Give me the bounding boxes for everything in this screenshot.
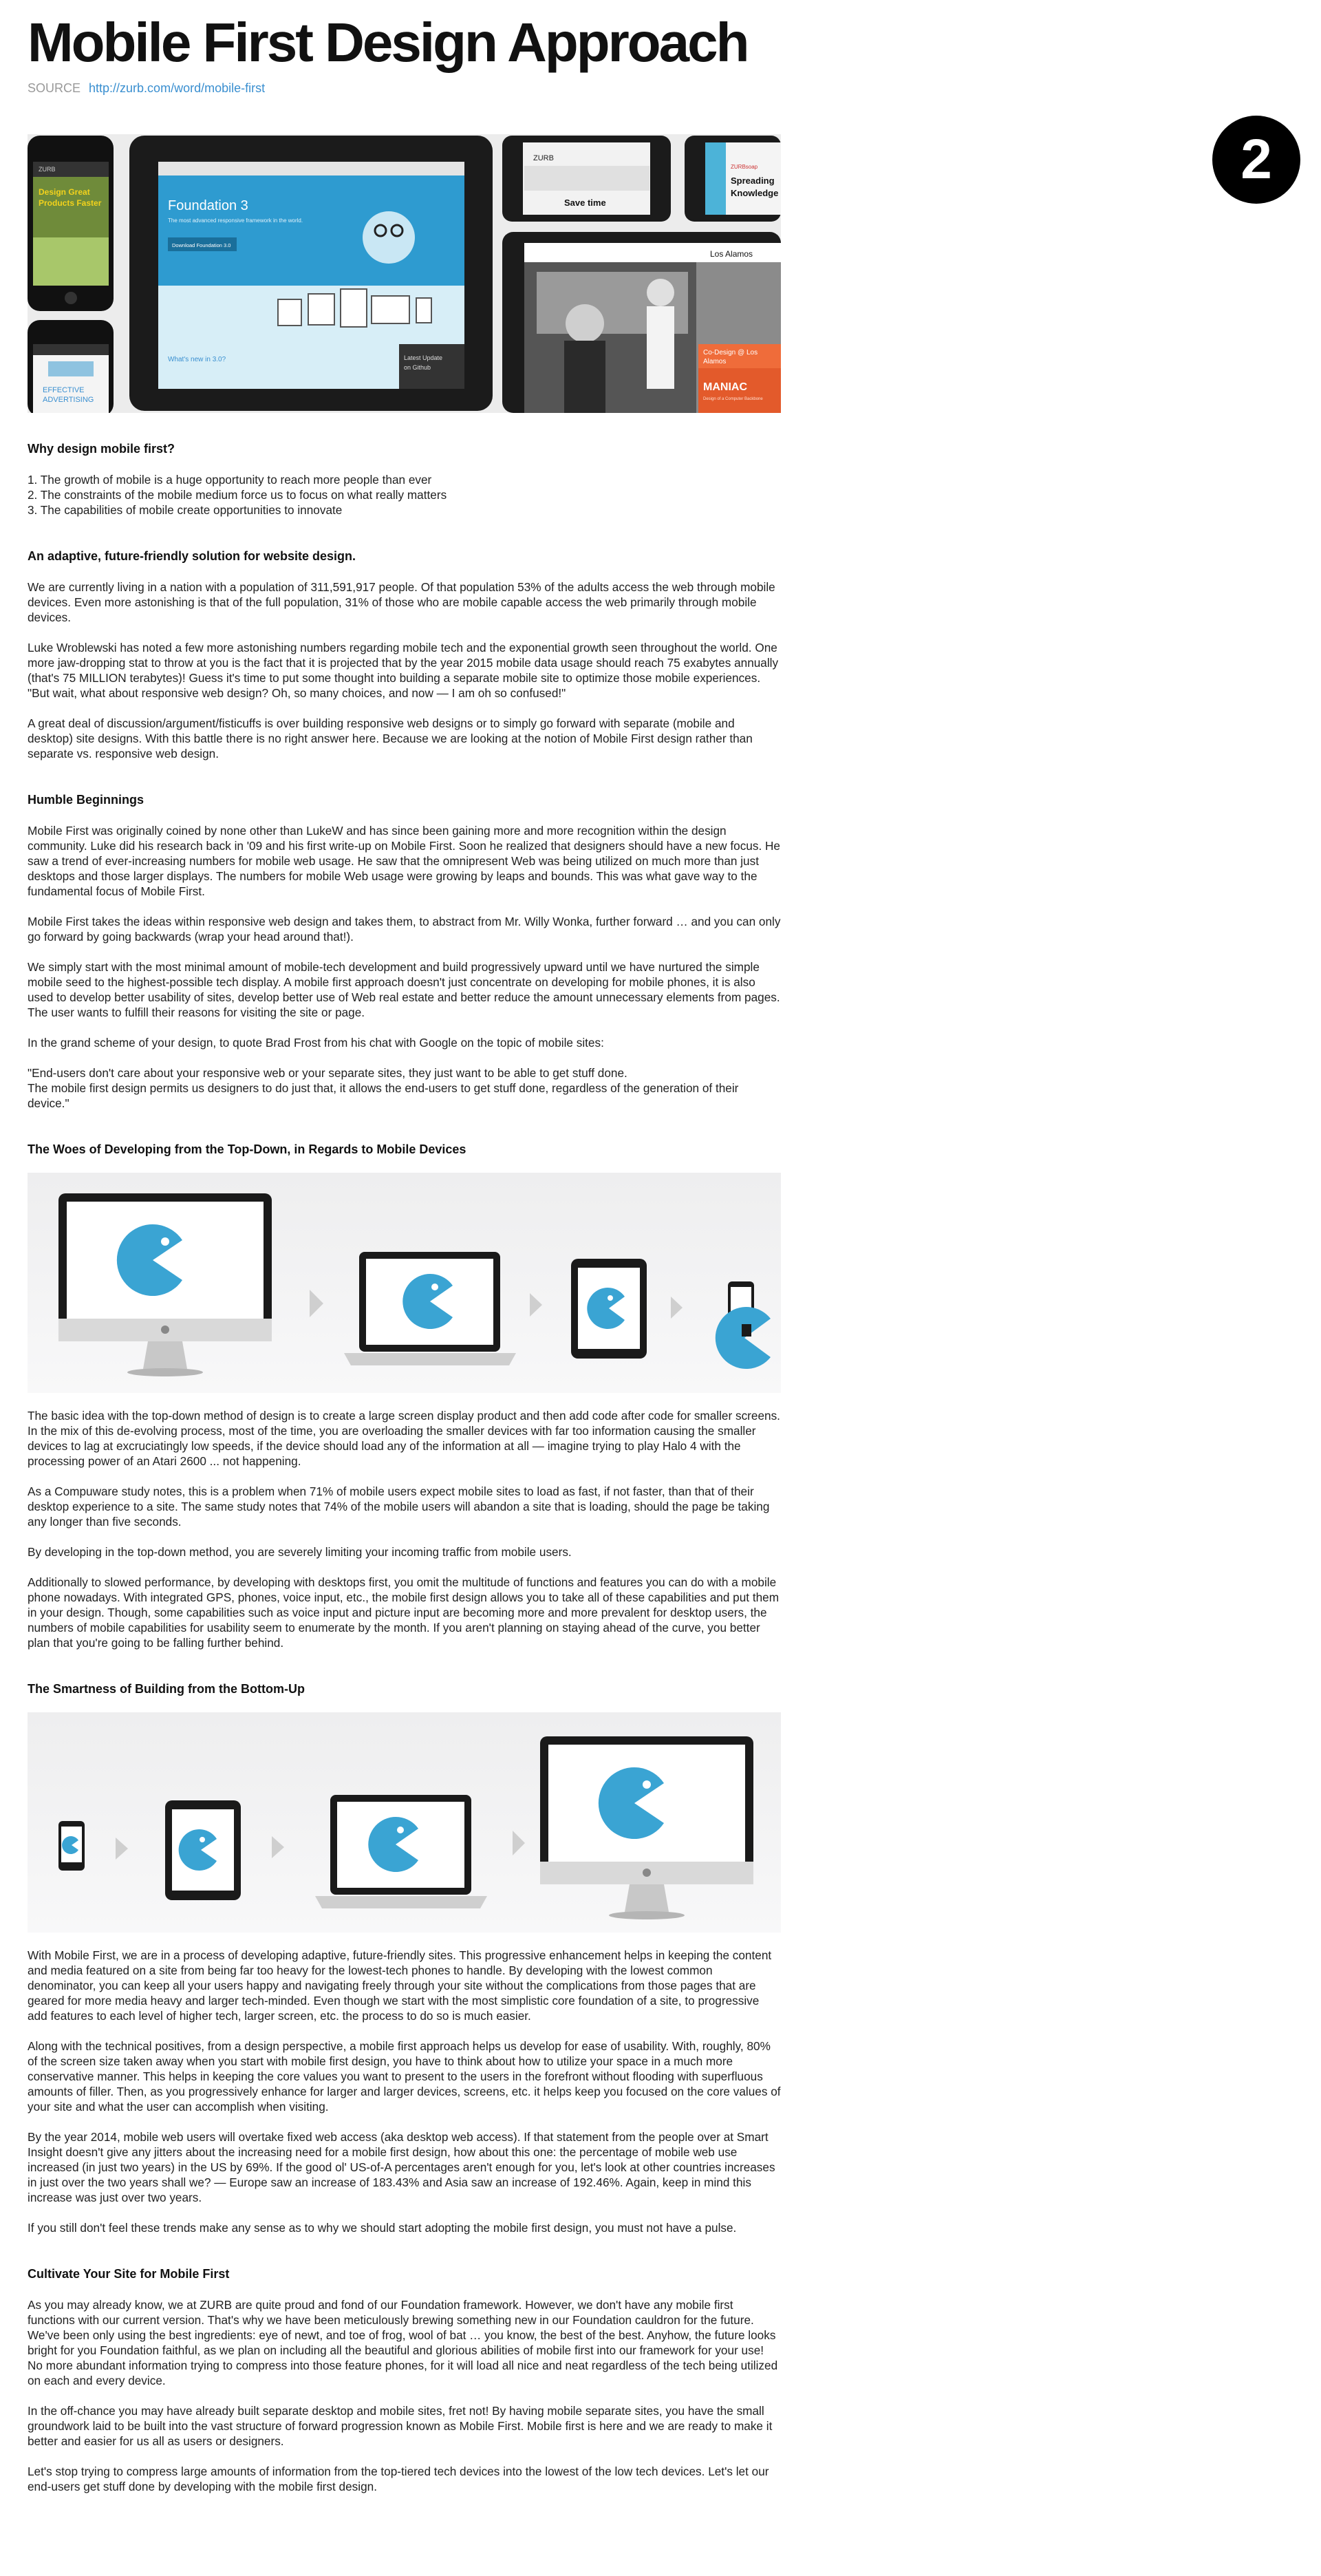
source-line bbox=[28, 81, 265, 96]
cultivate-heading: Cultivate Your Site for Mobile First bbox=[28, 2267, 230, 2281]
woes-p3: By developing in the top-down method, you are severely limiting your incoming traffic from mobile users. bbox=[28, 1545, 572, 1559]
phone1-line1: Design Great bbox=[39, 187, 90, 197]
tablet-device bbox=[571, 1259, 647, 1359]
laptop-device bbox=[344, 1252, 516, 1365]
hero-collage bbox=[28, 134, 781, 413]
source-label: SOURCE bbox=[28, 81, 81, 95]
imac-device bbox=[540, 1736, 753, 1919]
article-body bbox=[28, 440, 781, 2509]
cultivate-p3: Let's stop trying to compress large amounts of information from the top-tiered tech devices into the lowest of the low tech devices. Let's let our end-users get stuff done by developing with the mobile first design. bbox=[28, 2465, 769, 2493]
why-heading: Why design mobile first? bbox=[28, 442, 175, 456]
humble-heading: Humble Beginnings bbox=[28, 793, 144, 807]
bottom-up-illustration bbox=[28, 1712, 781, 1933]
humble-p4: In the grand scheme of your design, to quote Brad Frost from his chat with Google on the topic of mobile sites: bbox=[28, 1036, 604, 1050]
why-item-1: 1. The growth of mobile is a huge opportunity to reach more people than ever bbox=[28, 473, 432, 487]
why-list bbox=[28, 472, 781, 518]
loslamos-logo: Los Alamos bbox=[710, 249, 753, 259]
smart-p2: Along with the technical positives, from a design perspective, a mobile first approach helps us develop for ease of usability. With, roughly, 80% of the screen size taken away when you start with mobile first design, you have to think about how to utilize your space in a much more conservative manner. This helps in keeping the core values you want to present to the users in the forefront without flooding with superfluous amounts of filler. Then, as you progressively enhance for larger and larger devices, screens, etc. it helps keep you focused on the core values of your site and what the user can accomplish when visiting. bbox=[28, 2039, 781, 2114]
section-cultivate bbox=[28, 2266, 781, 2494]
tablet-footer: What's new in 3.0? bbox=[168, 356, 226, 363]
source-link[interactable]: http://zurb.com/word/mobile-first bbox=[89, 81, 266, 95]
woes-heading: The Woes of Developing from the Top-Down, in Regards to Mobile Devices bbox=[28, 1142, 466, 1156]
bottom-up-figure bbox=[28, 1712, 781, 1933]
phone-mockup-1 bbox=[28, 136, 114, 311]
adaptive-p3: A great deal of discussion/argument/fisticuffs is over building responsive web designs or to simply go forward with separate (mobile and desktop) site designs. With this battle there is no right answer here. Because we are looking at the notion of Mobile First design rather than separate vs. responsive web design. bbox=[28, 716, 753, 760]
phone2-text2: ADVERTISING bbox=[43, 396, 94, 404]
tablet-heading: Foundation 3 bbox=[168, 198, 248, 213]
woes-p1: The basic idea with the top-down method of design is to create a large screen display product and then add code after code for smaller screens. In the mix of this de-evolving process, most of the time, you are overloading the smaller devices with far too information causing the smaller devices to lag at excruciatingly low speeds, if the device should load any of the information at all — imagine trying to play Halo 4 with the processing power of an Atari 2600 ... not happening. bbox=[28, 1409, 780, 1468]
tablet-mockup-top bbox=[502, 136, 671, 222]
top-save: Save time bbox=[564, 198, 606, 208]
smart-heading: The Smartness of Building from the Bottom-Up bbox=[28, 1682, 305, 1696]
tablet-latest2: on Github bbox=[404, 364, 431, 371]
tablet-latest1: Latest Update bbox=[404, 354, 443, 361]
phone1-line2: Products Faster bbox=[39, 198, 102, 208]
laptop-device bbox=[315, 1795, 487, 1908]
humble-p1: Mobile First was originally coined by none other than LukeW and has since been gaining more and more recognition within the design community. Luke did his research back in '09 and his first write-up on Mobile First. Soon he realized that designers should have a new focus. He saw a trend of ever-increasing numbers for mobile web usage. He saw that the omnipresent Web was being utilized on much more than just desktops and those larger displays. The numbers for mobile Web usage were growing by leaps and bounds. This was what gave way to the fundamental focus of Mobile First. bbox=[28, 824, 780, 898]
maniac-sub: Design of a Computer Backbone bbox=[703, 397, 763, 401]
imac-device bbox=[58, 1193, 272, 1376]
page-number-badge: 2 bbox=[1212, 116, 1300, 204]
why-item-3: 3. The capabilities of mobile create opportunities to innovate bbox=[28, 503, 343, 517]
section-adaptive bbox=[28, 548, 781, 761]
phone-device bbox=[58, 1821, 85, 1871]
right-panel1: Spreading bbox=[731, 175, 775, 186]
woes-p4: Additionally to slowed performance, by developing with desktops first, you omit the multitude of functions and features you can do with a mobile phone nowadays. With integrated GPS, phones, voice input, etc., the mobile first design allows you to take all of these capabilities and put them in your design. Though, some capabilities such as voice input and picture input are becoming more and more prevalent for desktop users, the numbers of mobile capabilities for usability seem to enumerate by the month. If you aren't planning on staying ahead of the curve, you better plan that you're going to be falling further behind. bbox=[28, 1575, 780, 1650]
adaptive-p2: Luke Wroblewski has noted a few more astonishing numbers regarding mobile tech and the exponential growth seen throughout the world. One more jaw-dropping stat to throw at you is the fact that it is projected that by the year 2015 mobile data usage should reach 75 exabytes annually (that's 75 MILLION terabytes)! Guess it's time to put some thought into building a separate mobile site to optimize those mobile experiences. "But wait, what about responsive web design? Oh, so many choices, and now — I am oh so confused!" bbox=[28, 641, 779, 700]
tablet-mockup-main bbox=[129, 136, 493, 411]
cultivate-p1: As you may already know, we at ZURB are quite proud and fond of our Foundation framework. However, we don't have any mobile first functions with our current version. That's why we have been meticulously brewing something new in our Foundation cauldron for the future. We've been only using the best ingredients: eye of newt, and toe of frog, wool of bat … you know, the best of the best. Anyhow, the future looks bright for you Foundation faithful, as we plan on including all the beautiful and glorious abilities of mobile first into our framework for your use! No more abundant information trying to compress into those feature phones, for it will load all nice and neat regardless of the tech being utilized on each and every device. bbox=[28, 2298, 778, 2387]
woes-p2: As a Compuware study notes, this is a problem when 71% of mobile users expect mobile sites to load as fast, if not faster, than that of their desktop experience to a site. The same study notes that 74% of the mobile users will abandon a site that is loading, should the page be taking any longer than five seconds. bbox=[28, 1484, 770, 1529]
smart-p1: With Mobile First, we are in a process of developing adaptive, future-friendly sites. This progressive enhancement helps in keeping the content and media featured on a site from being far too heavy for the lowest-tech phones to handle. By developing with the lowest common denominator, you can keep all your users happy and navigating freely through your site without the complications from those pages that are geared for more media heavy and larger tech-minded. Even though we start with the most simplistic core foundation of a site, to progressive add features to each level of higher tech, larger screen, etc. the process to do so is much easier. bbox=[28, 1948, 772, 2023]
tablet-device bbox=[165, 1800, 241, 1900]
svg-text:ZURB: ZURB bbox=[39, 166, 56, 173]
top-down-illustration bbox=[28, 1173, 781, 1393]
humble-p2: Mobile First takes the ideas within responsive web design and takes them, to abstract from Mr. Willy Wonka, further forward … and you can only go forward by going backwards (wrap your head around that!). bbox=[28, 915, 781, 944]
codesign-2: Alamos bbox=[703, 358, 727, 365]
codesign-1: Co-Design @ Los bbox=[703, 349, 758, 356]
page-title: Mobile First Design Approach bbox=[28, 12, 748, 73]
humble-p3: We simply start with the most minimal amount of mobile-tech development and build progressively upward until we have nurtured the simple mobile seed to the highest-possible tech display. A mobile first approach doesn't just concentrate on developing for mobile phones, it is also used to develop better usability of sites, develop better use of Web real estate and better reduce the amount unnecessary elements from pages. The user wants to fulfill their reasons for visiting the site or page. bbox=[28, 960, 780, 1019]
maniac-label: MANIAC bbox=[703, 381, 747, 393]
phone-mockup-2 bbox=[28, 320, 114, 413]
tablet-button: Download Foundation 3.0 bbox=[172, 242, 231, 248]
section-humble bbox=[28, 791, 781, 1111]
top-brand: ZURB bbox=[533, 154, 554, 162]
adaptive-p1: We are currently living in a nation with a population of 311,591,917 people. Of that population 53% of the adults access the web through mobile devices. Even more astonishing is that of the full population, 31% of those who are mobile capable access the web primarily through mobile devices. bbox=[28, 580, 775, 624]
quote-line-2: The mobile first design permits us designers to do just that, it allows the end-users to get stuff done, regardless of the generation of their device." bbox=[28, 1081, 739, 1110]
smart-p4: If you still don't feel these trends make any sense as to why we should start adopting the mobile first design, you must not have a pulse. bbox=[28, 2221, 737, 2235]
section-woes bbox=[28, 1141, 781, 1650]
tablet-sub: The most advanced responsive framework in the world. bbox=[168, 217, 303, 224]
section-smart bbox=[28, 1681, 781, 2235]
right-tag: ZURBsoap bbox=[731, 164, 758, 170]
tablet-mockup-bottom bbox=[502, 232, 781, 413]
right-panel2: Knowledge bbox=[731, 188, 779, 198]
cultivate-p2: In the off-chance you may have already built separate desktop and mobile sites, fret not! By having mobile separate sites, you have the small groundwork laid to be built into the vast structure of forward progression known as Mobile First. Mobile first is here and we are ready to make it better and easier for us all as users or designers. bbox=[28, 2404, 773, 2448]
quote-line-1: "End-users don't care about your responsive web or your separate sites, they just want to be able to get stuff done. bbox=[28, 1066, 627, 1080]
why-item-2: 2. The constraints of the mobile medium force us to focus on what really matters bbox=[28, 488, 447, 502]
tablet-mockup-right bbox=[685, 136, 781, 222]
smart-p3: By the year 2014, mobile web users will overtake fixed web access (aka desktop web access). If that statement from the people over at Smart Insight doesn't give any jitters about the increasing need for a mobile first design, how about this one: the percentage of mobile web use increased (in just two years) in the US by 69%. If the good ol' US-of-A percentages aren't enough for you, let's look at other countries increases in just over the two years shall we? — Europe saw an increase of 183.43% and Asia saw an increase of 192.46%. Again, keep in mind this increase was just over two years. bbox=[28, 2130, 775, 2204]
phone-device bbox=[716, 1281, 771, 1369]
top-down-figure bbox=[28, 1173, 781, 1393]
adaptive-heading: An adaptive, future-friendly solution for website design. bbox=[28, 549, 356, 563]
phone2-text1: EFFECTIVE bbox=[43, 386, 85, 394]
brad-frost-quote bbox=[28, 1065, 781, 1111]
hero-devices bbox=[28, 134, 781, 413]
